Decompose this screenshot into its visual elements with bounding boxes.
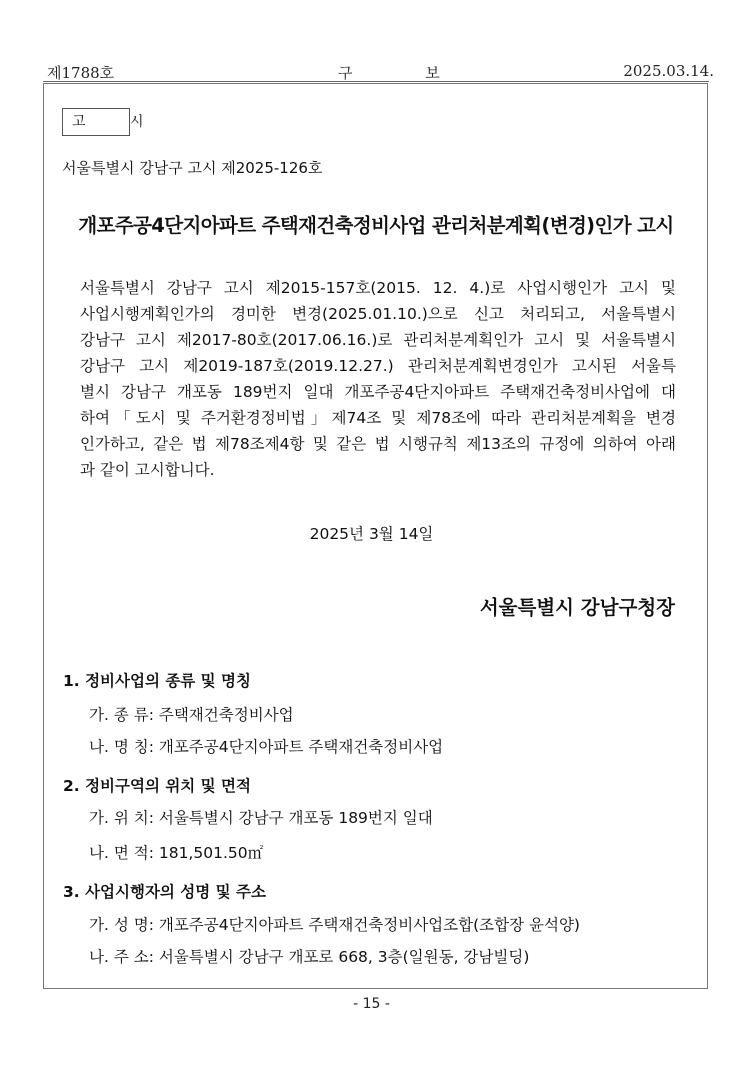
body-line: 서울특별시 강남구 고시 제2015-157호(2015. 12. 4.)로 사업시행인가 고시 및 bbox=[80, 279, 676, 297]
notice-number: 서울특별시 강남구 고시 제2025-126호 bbox=[62, 159, 323, 177]
gazette-date: 2025.03.14. bbox=[623, 62, 714, 80]
section-item: 나. 면 적: 181,501.50㎡ bbox=[89, 844, 264, 862]
section-heading: 2. 정비구역의 위치 및 면적 bbox=[63, 777, 251, 795]
signer: 서울특별시 강남구청장 bbox=[479, 596, 675, 619]
notice-body bbox=[80, 275, 676, 483]
body-line: 별시 강남구 개포동 189번지 일대 개포주공4단지아파트 주택재건축정비사업에 대 bbox=[80, 383, 676, 401]
section-item: 나. 명 칭: 개포주공4단지아파트 주택재건축정비사업 bbox=[89, 738, 444, 756]
section-item: 나. 주 소: 서울특별시 강남구 개포로 668, 3층(일원동, 강남빌딩) bbox=[89, 948, 530, 966]
notice-label-box: 고 시 bbox=[62, 108, 130, 136]
section-heading: 1. 정비사업의 종류 및 명칭 bbox=[63, 672, 251, 690]
notice-title: 개포주공4단지아파트 주택재건축정비사업 관리처분계획(변경)인가 고시 bbox=[78, 214, 674, 237]
body-line: 인가하고, 같은 법 제78조제4항 및 같은 법 시행규칙 제13조의 규정에 의하여 아래 bbox=[80, 435, 676, 453]
body-line: 강남구 고시 제2019-187호(2019.12.27.) 관리처분계획변경인가 고시된 서울특 bbox=[80, 357, 676, 375]
gazette-name: 구 보 bbox=[338, 64, 474, 82]
section-item: 가. 종 류: 주택재건축정비사업 bbox=[89, 706, 294, 724]
section-heading: 3. 사업시행자의 성명 및 주소 bbox=[63, 883, 266, 901]
body-line: 사업시행계획인가의 경미한 변경(2025.01.10.)으로 신고 처리되고, 서울특별시 bbox=[80, 305, 676, 323]
notice-date: 2025년 3월 14일 bbox=[309, 525, 434, 543]
page-number: - 15 - bbox=[353, 996, 390, 1012]
gazette-issue-number: 제1788호 bbox=[47, 64, 115, 82]
body-line: 과 같이 고시합니다. bbox=[80, 461, 215, 479]
header-rule bbox=[43, 81, 709, 82]
body-line: 강남구 고시 제2017-80호(2017.06.16.)로 관리처분계획인가 고시 및 서울특별시 bbox=[80, 331, 676, 349]
body-line: 하여「도시 및 주거환경정비법」제74조 및 제78조에 따라 관리처분계획을 변경 bbox=[80, 409, 676, 427]
section-item: 가. 성 명: 개포주공4단지아파트 주택재건축정비사업조합(조합장 윤석양) bbox=[89, 916, 580, 934]
section-item: 가. 위 치: 서울특별시 강남구 개포동 189번지 일대 bbox=[89, 809, 433, 827]
